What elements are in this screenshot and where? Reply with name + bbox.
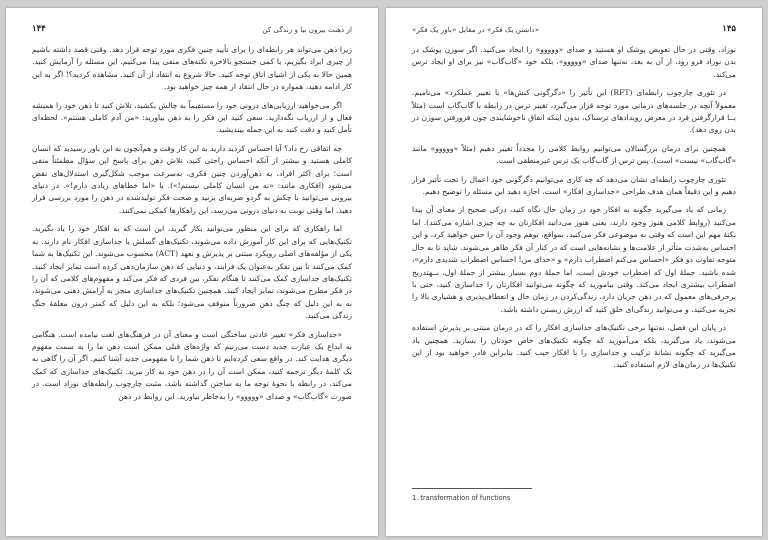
right-page: [386, 8, 762, 536]
right-running-head: «داشتن یک فکر» در مقابل «باور یک فکر»: [412, 24, 539, 34]
paragraph: زمانی که یاد می‌گیرید چگونه به افکار خود در زمان حال نگاه کنید، درکی صحیح از معنای آن پیدا می‌کنید (روابط کلامی هنوز وجود دارند، یعنی هنوز می‌دانید افکارتان به چه چیزی اشاره می‌کنند). اما نکتهٔ مهم این است که وقتی به موضوعی فکر می‌کنید، بمواقع، توهم وجود آن را حس خواهید کرد، و این احساس به‌شدت متأثر از علامت‌ها و نشانه‌هایی است که در کنار آن فکر ظاهر می‌شوند. شاید تا به حال متوجه تفاوت دو فکر «احساس می‌کنم اضطراب دارم» و «خدای من! احساس اضطراب شدیدی دارم»، شده باشید. جملهٔ اول که اضطراب خودش است، اما جملهٔ دوم بسیار بیشتر از جملهٔ اول، بــهتدریج اضطراب بیشتری ایجاد می‌کند. وقتی بیاموزید که چگونه می‌توانید افکارتان را جداسازی کنید، حتی با پرحرفی‌های معمول که در ذهن جریان دارد، زندگی‌کردن در زمان حال و انعطاف‌پذیری و هشیاری بالا را تجربه می‌کنید، و می‌توانید زندگی‌ای خلق کنید که ارزش زیستن داشته باشد.: [412, 205, 736, 314]
paragraph: «جداسازی فکر» تغییر عادتی ساختگی است و معنای آن در فرهنگ‌های لغت نیامده است. هنگامی به ابداع یک عبارت جدید دست می‌زنیم که واژه‌های قبلی ممکن است ذهن ما را به سمت مفهوم دیگری هدایت کند. در واقع سعی کرده‌ایم تا ذهن شما را با مفهومی جدید آشنا کنیم. اگر آن را گاهی به یک کلمهٔ دیگر ترجمه کنید، ممکن است آن را در ذهن خود به کار ببرید. تکنیک‌های جداسازی که کمک می‌کند، در رابطه با نحوهٔ توجه ما به ساختن گذاشته باشد، مثبت چارچوب رابطه‌های نوزاد است. در صورت «گاب‌گاب» و صدای «ووووو» را به‌خاطر بیاورید. این روابط در ذهن: [32, 329, 352, 401]
left-page-number: ۱۴۴: [32, 24, 46, 34]
paragraph: چه اتفاقی رخ داد؟ آیا احساس کردید دارید به این کار وقت و هم‌آنچون به این باور رسیدید که انسان کاملی هستید و بیشتر از آنکه احساس راحتی کنید، تلاش ذهن برای پاسخ این سؤال مطمئناً منفی است؛ برای اکثر افراد، به ذهن‌آوردن چنین فکری، به‌سرعت موجب شکل‌گیری استدلال‌های نقض می‌شود (افکاری مانند: «نه من انسان کاملی نیستم!»). یا «اما خطاهای زیادی دارم!». در دنیای بیرونی می‌توانید با چکش به گردو ضربه‌ای بزنید و صحت فکر تولیدشده در ذهن را مورد بررسی قرار دهید، اما وقتی نوبت به دنیای درونی می‌رسد، این راهکارها کمکی نمی‌کنند.: [32, 143, 352, 215]
paragraph: در تئوری چارچوب رابطه‌ای (RFT) این تأثیر را «دگرگونی کنش‌ها» یا تغییر عملکرد» می‌نامیم. معمولاً آنچه در جلسه‌های درمانی مورد توجه قرار می‌گیرد، تغییر ترس در رابطه با گاب‌گاب است (مثلاً بــا قرارگرفتن فرد در معرض رویدادهای ترسناک، بدون اینکه اتفاق ناخوشایندی چون فرورفتن سوزن در بدن روی دهد).: [412, 88, 736, 135]
paragraph: در پایان این فصل، نه‌تنها برخی تکنیک‌های جداسازی افکار را که در درمان مبتنی بر پذیرش استفاده می‌شوند، یاد می‌گیرید، بلکه می‌آموزید که چگونه تکنیک‌های خاص خودتان را بسازید. همچنین یاد می‌گیرید که چگونه نشانهٔ ترکیب و جداسازی را با افکار جیب کنید. بنابراین قادر خواهید بود از این تکنیک‌ها در زمان‌های لازم استفاده کنید.: [412, 323, 736, 370]
footnote: 1. transformation of functions: [412, 494, 511, 502]
right-page-header: [412, 24, 736, 34]
paragraph: زیرا ذهن می‌تواند هر رابطه‌ای را برای تأیید چنین فکری مورد توجه قرار دهد. وقتی قصد داشته باشیم از چیزی ایراد بگیریم، با کمی جستجو بالاخره نکته‌های منفی پیدا می‌کنیم. این مسئله را آزمایش کنید. همین حالا به یکی از اشیای اتاق توجه کنید. حالا شروع به انتقاد از آن کنید. مشاهده کردید؟! اگر به این کار ادامه دهید، همواره در حال انتقاد از همه چیز خواهید بود.: [32, 45, 352, 92]
paragraph: اگر می‌خواهید ارزیابی‌های درونی خود را مستقیماً به چالش بکشید، تلاش کنید تا ذهن خود را همیشه فعال و از ارزیاب نگه‌دارید. سعی کنید این فکر را به ذهن بیاورید: «من آدم کاملی هستم». لحظه‌ای تأمل کنید و دقت کنید به این جمله بیندیشید.: [32, 100, 352, 135]
right-page-number: ۱۴۵: [722, 24, 736, 34]
left-page-header: [32, 24, 352, 34]
left-running-head: از ذهنت بیرون بیا و زندگی کن: [262, 24, 352, 34]
left-page-body: [32, 44, 352, 409]
paragraph: همچنین برای درمان بزرگسالان می‌توانیم روابط کلامی را مجدداً تغییر دهیم (مثلاً «ووووو» مانند «گاب‌گاب» نیست» است). پس ترس از گاب‌گاب یک ترس غیرمنطقی است.: [412, 143, 736, 166]
paragraph: اما راهکاری که برای این منظور می‌توانید بکار گیرید، این است که به افکار خود را یاد بگیرید. تکنیک‌هایی که برای این کار آموزش داده می‌شوند، تکنیک‌های گسلش یا جداسازی افکار نام دارند. به یکی از مؤلفه‌های اصلی رویکرد مبتنی بر پذیرش و تعهد (ACT) محسوب می‌شوند. این تکنیک‌ها به شما کمک می‌کنند تا بین تفکر به‌عنوان یک فرایند، و دنیایی که ذهن سازمان‌دهی کرده است تمایز ایجاد کنید. تکنیک‌های جداسازی کمک می‌کنند تا هنگام تفکر، بین فردی که فکر می‌کند و مفهوم‌های کلامی که آن را در فکر مطرح می‌شوند، تمایز ایجاد کنید. همچنین تکنیک‌های جداسازی منجر به آرامش ذهنی می‌شوند، نه به این دلیل که چنگ ذهن ضرورتاً متوقف می‌شود؛ بلکه به این دلیل که کمتر درون معلقهٔ جنگ زندگی می‌کنید.: [32, 224, 352, 321]
footnote-rule: [412, 488, 532, 489]
right-page-body: [412, 44, 736, 378]
left-page: [6, 8, 378, 536]
paragraph: نوزاد، وقتی در حال تعویض پوشک او هستید و صدای «ووووو» را ایجاد می‌کنید. اگر سوزن پوشک در بدن نوزاد فرو رود، از آن به بعد، نه‌تنها صدای «ووووو»، بلکه خود «گاب‌گاب» نیز برای او ایجاد ترس می‌کند.: [412, 45, 736, 79]
paragraph: تئوری چارچوب رابطه‌ای نشان می‌دهد که چه کاری می‌توانیم دگرگونی خود اعمال را تحت تأثیر قرار دهیم و این دقیقاً همان هدف طراحی «جداسازی افکار» است. اجازه دهید این مسئله را توضیح دهیم.: [412, 174, 736, 197]
